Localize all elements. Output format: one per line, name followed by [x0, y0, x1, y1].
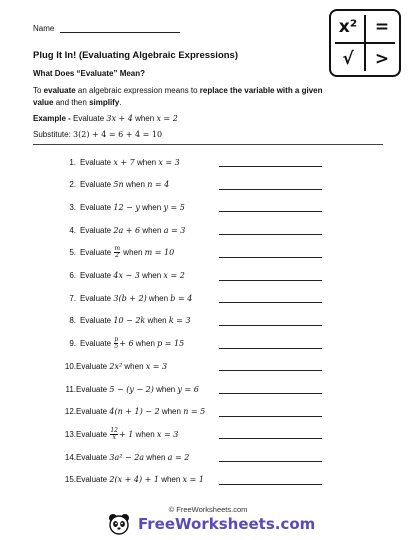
problem-when-text: when: [159, 407, 184, 417]
problem-expression: 12 − y: [113, 202, 140, 212]
problem-number: 3.: [69, 202, 76, 212]
problem-number: 11.: [65, 384, 76, 394]
problem-condition: y = 5: [163, 202, 185, 212]
problem-fraction: [114, 246, 120, 259]
problem-condition: k = 3: [168, 316, 191, 326]
answer-blank-line[interactable]: [219, 166, 322, 167]
answer-blank-line[interactable]: [219, 393, 322, 394]
answer-blank-line[interactable]: [219, 302, 322, 303]
fraction-numerator: m: [114, 245, 121, 253]
panda-icon: [108, 513, 130, 535]
problem-when-text: when: [123, 180, 148, 190]
intro-paragraph: [33, 85, 329, 109]
substitute-line: [33, 130, 162, 139]
worksheet-title: Plug It In! (Evaluating Algebraic Expressions): [33, 50, 238, 61]
problem-when-text: when: [144, 452, 168, 462]
substitute-label: Substitute:: [33, 130, 74, 139]
problem-condition: y = 6: [177, 384, 199, 394]
name-label: Name: [33, 24, 55, 33]
problem-expression: 3(b + 2): [113, 293, 147, 303]
fraction-numerator: 12: [110, 426, 118, 434]
problem-condition: b = 4: [170, 293, 193, 303]
fraction-numerator: p: [114, 336, 119, 344]
problem-lead-text: Evaluate: [80, 339, 114, 349]
square-root-icon: √: [342, 49, 354, 69]
problem-condition: x = 2: [163, 271, 185, 280]
answer-blank-line[interactable]: [219, 348, 322, 349]
problem-condition: n = 4: [147, 180, 170, 190]
problem-condition: n = 5: [183, 407, 206, 417]
problem-expression: 10 − 2k: [113, 316, 146, 326]
problem-item: [62, 178, 169, 192]
footer-brand: [108, 513, 315, 535]
example-text: Evaluate: [73, 114, 107, 123]
problem-number: 14.: [64, 452, 76, 462]
example-label: Example -: [33, 114, 74, 123]
fraction-denominator: 5: [114, 343, 119, 351]
problem-when-text: when: [158, 475, 183, 485]
problem-lead-text: Evaluate: [80, 202, 114, 212]
intro-text-4: .: [119, 98, 122, 107]
intro-text-1: To: [33, 86, 44, 95]
problem-item: [62, 200, 185, 214]
problem-expression: 3a² − 2a: [109, 452, 145, 462]
problem-lead-text: Evaluate: [76, 407, 110, 417]
problem-number: 8.: [69, 316, 76, 326]
name-field-row: [33, 23, 180, 33]
problem-expression: 5 − (y − 2): [109, 384, 154, 394]
problem-when-text: when: [121, 248, 145, 258]
problem-when-text: when: [122, 361, 146, 371]
answer-blank-line[interactable]: [219, 189, 322, 190]
problem-lead-text: Evaluate: [80, 157, 114, 167]
intro-bold-2: replace the variable with a given value: [33, 86, 323, 107]
problem-item: [62, 314, 191, 328]
problem-lead-text: Evaluate: [80, 316, 114, 326]
problem-when-text: when: [145, 316, 169, 326]
problem-when-text: when: [146, 293, 171, 303]
problem-item: [62, 269, 185, 283]
problem-condition: m = 10: [144, 248, 175, 258]
problem-when-text: when: [139, 202, 164, 212]
problem-lead-text: Evaluate: [76, 361, 110, 371]
problem-lead-text: Evaluate: [80, 225, 114, 235]
problem-number: 12.: [64, 407, 76, 417]
problem-expression: 4x − 3: [113, 271, 140, 280]
problem-when-text: when: [140, 225, 164, 235]
answer-blank-line[interactable]: [219, 234, 322, 235]
problem-item: [62, 382, 199, 396]
answer-blank-line[interactable]: [219, 484, 322, 485]
problem-condition: a = 3: [163, 225, 186, 235]
problem-expression: 4(n + 1) − 2: [109, 407, 160, 417]
worksheet-subtitle: What Does “Evaluate” Mean?: [33, 69, 146, 78]
problem-lead-text: Evaluate: [76, 429, 110, 439]
problem-fraction: [114, 337, 118, 350]
problem-item: [62, 473, 204, 487]
x-squared-icon: x²: [338, 17, 358, 37]
problem-item: [62, 291, 192, 305]
problem-expression: + 1: [119, 429, 134, 439]
problem-item: [62, 450, 189, 464]
problem-number: 13.: [64, 429, 76, 439]
problem-condition: p = 15: [157, 339, 185, 349]
problem-lead-text: Evaluate: [80, 271, 114, 280]
answer-blank-line[interactable]: [219, 280, 322, 281]
example-condition: x = 2: [156, 114, 178, 123]
answer-blank-line[interactable]: [219, 416, 322, 417]
problem-when-text: when: [139, 271, 164, 280]
problem-number: 6.: [69, 271, 76, 280]
problem-item: [62, 337, 184, 351]
problem-number: 9.: [69, 339, 76, 349]
problem-lead-text: Evaluate: [80, 248, 114, 258]
problem-item: [62, 155, 180, 169]
problem-lead-text: Evaluate: [76, 384, 110, 394]
fraction-denominator: 2: [115, 252, 120, 260]
problem-when-text: when: [134, 157, 159, 167]
answer-blank-line[interactable]: [219, 438, 322, 439]
example-line: [33, 114, 178, 123]
problem-expression: 2x²: [109, 361, 123, 371]
problem-fraction: [110, 428, 118, 441]
name-blank-line: [60, 23, 180, 33]
problem-condition: x = 3: [158, 157, 180, 167]
answer-blank-line[interactable]: [219, 211, 322, 212]
substitute-expression: 3(2) + 4 = 6 + 4 = 10: [73, 130, 163, 139]
problem-expression: x + 7: [113, 157, 135, 167]
example-expression: 3x + 4: [106, 114, 133, 123]
answer-blank-line[interactable]: [219, 257, 322, 258]
problem-expression: + 6: [119, 339, 134, 349]
problem-item: [62, 427, 178, 441]
intro-bold-3: simplify: [89, 98, 120, 107]
intro-text-3: and then: [53, 98, 90, 107]
problem-condition: x = 1: [182, 475, 204, 485]
greater-than-icon: >: [374, 49, 390, 69]
problem-number: 15.: [64, 475, 76, 485]
intro-bold-1: evaluate: [43, 86, 76, 95]
problem-number: 7.: [69, 293, 76, 303]
problem-lead-text: Evaluate: [76, 475, 110, 485]
problem-item: [62, 405, 205, 419]
problem-number: 10.: [64, 361, 76, 371]
problem-when-text: when: [133, 339, 158, 349]
answer-blank-line[interactable]: [219, 461, 322, 462]
problem-expression: 2(x + 4) + 1: [109, 475, 159, 485]
answer-blank-line[interactable]: [219, 325, 322, 326]
problem-number: 5.: [69, 248, 76, 258]
problem-item: [62, 359, 167, 373]
fraction-denominator: x: [112, 433, 116, 441]
problem-condition: x = 3: [156, 429, 179, 439]
math-symbols-logo: [329, 9, 401, 77]
equals-icon: =: [374, 17, 390, 37]
problem-number: 2.: [69, 180, 76, 190]
problem-item: [62, 246, 174, 260]
answer-blank-line[interactable]: [219, 370, 322, 371]
problem-expression: 5n: [113, 180, 124, 190]
intro-text-2: an algebraic expression means to: [75, 86, 200, 95]
problem-when-text: when: [133, 429, 157, 439]
problem-lead-text: Evaluate: [80, 293, 114, 303]
problem-number: 1.: [69, 157, 76, 167]
brand-name[interactable]: FreeWorksheets.com: [138, 515, 316, 533]
problem-number: 4.: [69, 225, 76, 235]
copyright-text: © FreeWorksheets.com: [168, 505, 248, 514]
problem-item: [62, 223, 185, 237]
problem-when-text: when: [153, 384, 178, 394]
problem-condition: a = 2: [167, 452, 190, 462]
problem-condition: x = 3: [145, 361, 168, 371]
example-when: when: [132, 114, 157, 123]
problem-lead-text: Evaluate: [76, 452, 110, 462]
problem-lead-text: Evaluate: [80, 180, 114, 190]
section-divider: [33, 144, 383, 145]
problem-expression: 2a + 6: [113, 225, 141, 235]
